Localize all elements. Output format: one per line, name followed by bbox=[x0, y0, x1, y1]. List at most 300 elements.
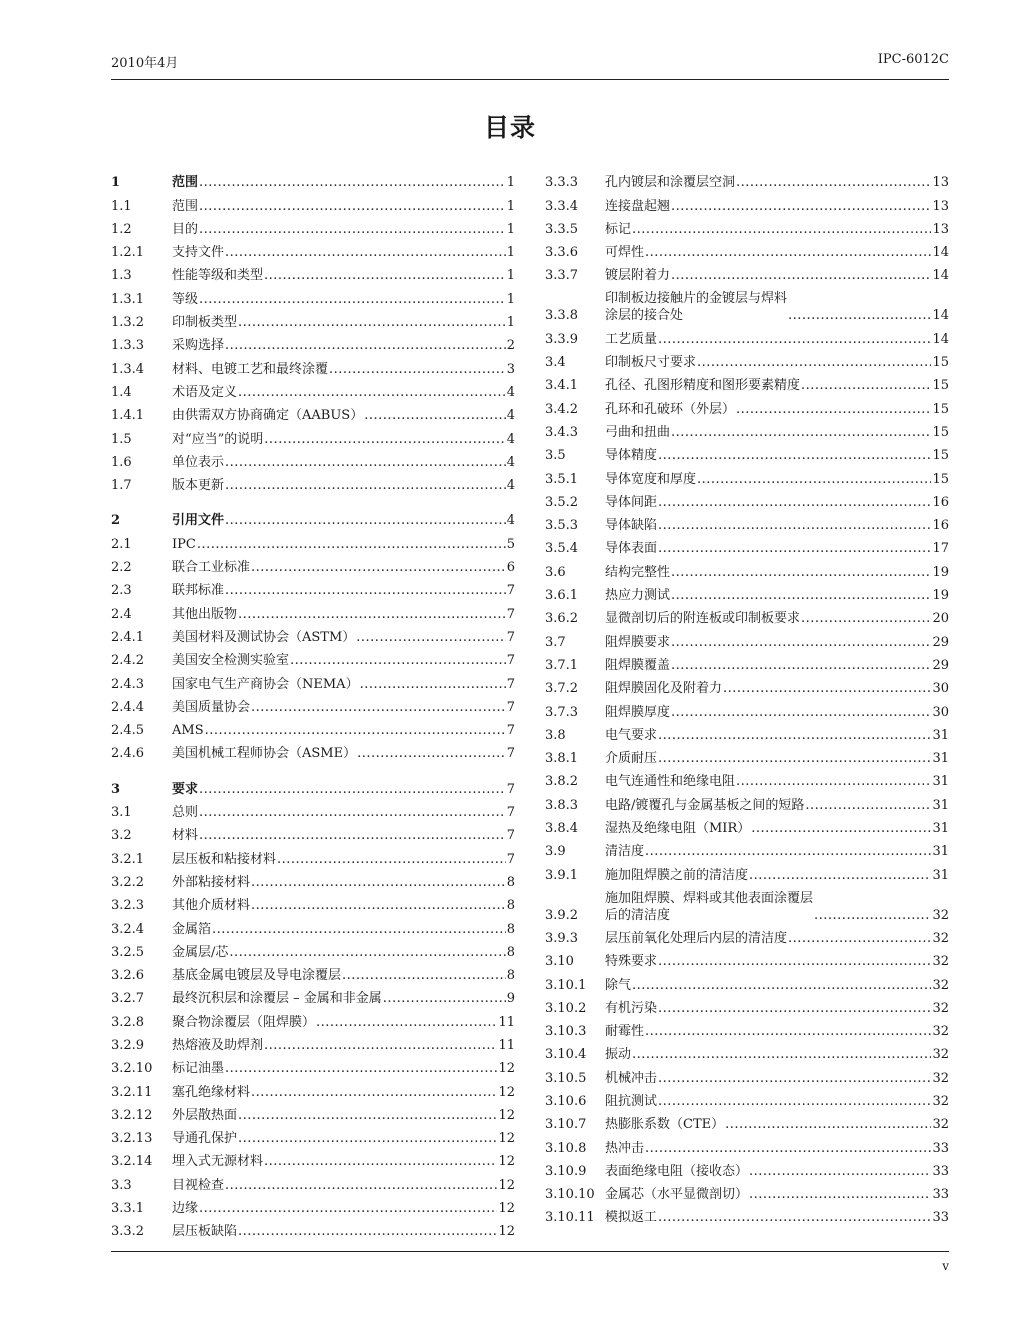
toc-entry-title: 振动 bbox=[605, 1047, 632, 1063]
toc-entry[interactable] bbox=[111, 798, 515, 821]
toc-entry-page: 33 bbox=[932, 1140, 949, 1156]
toc-entry-page: 1 bbox=[506, 221, 515, 237]
toc-entry[interactable] bbox=[111, 506, 515, 529]
dot-leader bbox=[805, 797, 931, 814]
toc-entry[interactable] bbox=[111, 168, 515, 191]
toc-entry[interactable] bbox=[545, 767, 949, 790]
toc-entry-page: 12 bbox=[498, 1107, 515, 1123]
toc-entry[interactable] bbox=[111, 1077, 515, 1100]
toc-entry-number: 3.4.1 bbox=[545, 378, 579, 394]
toc-entry-number: 3.10.11 bbox=[545, 1210, 595, 1226]
toc-entry[interactable] bbox=[545, 511, 949, 534]
dot-leader bbox=[238, 1223, 497, 1240]
toc-entry-page: 4 bbox=[506, 478, 515, 494]
toc-entry-page: 12 bbox=[498, 1224, 515, 1240]
toc-entry[interactable] bbox=[111, 961, 515, 984]
toc-entry-title: 阻焊膜要求 bbox=[605, 634, 671, 650]
toc-entry[interactable] bbox=[545, 238, 949, 261]
dot-leader bbox=[251, 699, 506, 716]
toc-entry-title: 热应力测试 bbox=[605, 588, 671, 604]
toc-entry-number: 3.10.2 bbox=[545, 1000, 587, 1016]
toc-entry[interactable] bbox=[545, 790, 949, 813]
toc-entry-number: 3.3.8 bbox=[545, 308, 579, 324]
toc-entry-title: 可焊性 bbox=[605, 245, 645, 261]
toc-entry-number: 3.2.11 bbox=[111, 1084, 153, 1100]
toc-entry[interactable] bbox=[545, 488, 949, 511]
toc-entry[interactable] bbox=[545, 860, 949, 883]
dot-leader bbox=[277, 851, 506, 868]
toc-entry[interactable] bbox=[545, 837, 949, 860]
dot-leader bbox=[671, 267, 931, 284]
toc-entry-title: 导体宽度和厚度 bbox=[605, 471, 697, 487]
toc-entry-number: 3.2.12 bbox=[111, 1107, 153, 1123]
toc-entry-page: 1 bbox=[506, 268, 515, 284]
toc-entry-number: 3.2.14 bbox=[111, 1154, 153, 1170]
dot-leader bbox=[697, 471, 931, 488]
toc-entry[interactable] bbox=[111, 576, 515, 599]
toc-entry[interactable] bbox=[111, 821, 515, 844]
toc-entry-title: 清洁度 bbox=[605, 844, 645, 860]
toc-entry-number: 2.4 bbox=[111, 606, 132, 622]
toc-entry[interactable] bbox=[545, 464, 949, 487]
toc-entry-page: 14 bbox=[932, 268, 949, 284]
toc-entry-title: 孔径、孔图形精度和图形要素精度 bbox=[605, 378, 801, 394]
toc-entry-number: 1.3.2 bbox=[111, 315, 145, 331]
dot-leader bbox=[199, 804, 506, 821]
toc-entry-number: 3.10.9 bbox=[545, 1163, 587, 1179]
toc-entry[interactable] bbox=[545, 261, 949, 284]
toc-entry-page: 7 bbox=[506, 699, 515, 715]
toc-entry-number: 3.10.10 bbox=[545, 1187, 595, 1203]
toc-entry[interactable] bbox=[111, 1217, 515, 1240]
toc-entry[interactable] bbox=[545, 627, 949, 650]
dot-leader bbox=[199, 827, 506, 844]
toc-entry[interactable] bbox=[111, 1194, 515, 1217]
dot-leader bbox=[357, 745, 506, 762]
toc-entry-page: 14 bbox=[932, 331, 949, 347]
toc-entry-number: 3.7 bbox=[545, 634, 566, 650]
toc-entry-page: 31 bbox=[932, 844, 949, 860]
toc-entry-number: 2 bbox=[111, 513, 121, 529]
dot-leader bbox=[788, 307, 931, 324]
toc-entry-page: 30 bbox=[932, 681, 949, 697]
toc-entry[interactable] bbox=[111, 284, 515, 307]
toc-entry-page: 12 bbox=[498, 1177, 515, 1193]
toc-entry-number: 1.6 bbox=[111, 454, 132, 470]
toc-entry[interactable] bbox=[545, 191, 949, 214]
dot-leader bbox=[251, 874, 506, 891]
toc-entry-page: 2 bbox=[506, 338, 515, 354]
toc-entry[interactable] bbox=[545, 947, 949, 970]
toc-entry[interactable] bbox=[111, 378, 515, 401]
toc-entry-title-continued: 后的清洁度 bbox=[605, 907, 671, 923]
toc-entry[interactable] bbox=[545, 744, 949, 767]
toc-entry[interactable] bbox=[545, 581, 949, 604]
dot-leader bbox=[238, 606, 506, 623]
toc-entry-number: 3.8.3 bbox=[545, 797, 579, 813]
toc-entry-page: 1 bbox=[506, 291, 515, 307]
toc-entry-number: 3.8.4 bbox=[545, 821, 579, 837]
dot-leader bbox=[251, 1084, 497, 1101]
dot-leader bbox=[671, 587, 931, 604]
toc-entry[interactable] bbox=[111, 716, 515, 739]
toc-entry-number: 3.2.13 bbox=[111, 1131, 153, 1147]
dot-leader bbox=[199, 1200, 497, 1217]
toc-entry-number: 1.4.1 bbox=[111, 408, 145, 424]
dot-leader bbox=[205, 722, 506, 739]
toc-entry[interactable] bbox=[545, 604, 949, 627]
toc-entry-page: 1 bbox=[506, 315, 515, 331]
toc-entry[interactable] bbox=[111, 529, 515, 552]
toc-entry-page: 12 bbox=[498, 1131, 515, 1147]
toc-entry-title: 热冲击 bbox=[605, 1140, 645, 1156]
toc-entry[interactable] bbox=[545, 168, 949, 191]
toc-entry-number: 3.3.9 bbox=[545, 331, 579, 347]
toc-entry-number: 3.5.1 bbox=[545, 471, 579, 487]
toc-entry[interactable] bbox=[111, 1124, 515, 1147]
toc-entry[interactable] bbox=[111, 261, 515, 284]
toc-entry-page: 11 bbox=[498, 1014, 515, 1030]
toc-entry[interactable] bbox=[545, 1063, 949, 1086]
toc-entry[interactable] bbox=[545, 394, 949, 417]
toc-entry-number: 3.2 bbox=[111, 828, 132, 844]
toc-entry[interactable] bbox=[111, 1031, 515, 1054]
toc-entry-title: 特殊要求 bbox=[605, 954, 658, 970]
toc-entry[interactable] bbox=[111, 646, 515, 669]
toc-entry-title-continued: 涂层的接合处 bbox=[605, 308, 684, 324]
toc-entry[interactable] bbox=[111, 448, 515, 471]
toc-entry-page: 4 bbox=[506, 431, 515, 447]
toc-entry-number: 3.3.7 bbox=[545, 268, 579, 284]
toc-entry[interactable] bbox=[111, 215, 515, 238]
toc-entry[interactable] bbox=[111, 1147, 515, 1170]
toc-entry-page: 12 bbox=[498, 1061, 515, 1077]
dot-leader bbox=[658, 727, 931, 744]
toc-entry[interactable] bbox=[545, 697, 949, 720]
toc-entry[interactable] bbox=[545, 1017, 949, 1040]
toc-entry-number: 3.3.6 bbox=[545, 245, 579, 261]
toc-entry-title: 连接盘起翘 bbox=[605, 198, 671, 214]
toc-entry-title: 国家电气生产商协会（NEMA） bbox=[172, 676, 359, 692]
toc-entry-title: 热熔液及助焊剂 bbox=[172, 1037, 264, 1053]
toc-entry-page: 9 bbox=[506, 991, 515, 1007]
dot-leader bbox=[356, 629, 505, 646]
toc-entry-page: 32 bbox=[932, 954, 949, 970]
toc-entry[interactable] bbox=[111, 984, 515, 1007]
toc-entry-page: 7 bbox=[506, 676, 515, 692]
toc-entry[interactable] bbox=[545, 348, 949, 371]
dot-leader bbox=[749, 1163, 931, 1180]
toc-entry-number: 3.10.8 bbox=[545, 1140, 587, 1156]
toc-entry[interactable] bbox=[545, 284, 949, 324]
toc-entry[interactable] bbox=[111, 308, 515, 331]
dot-leader bbox=[225, 1177, 497, 1194]
toc-entry[interactable] bbox=[111, 1170, 515, 1193]
toc-entry-number: 3.7.2 bbox=[545, 681, 579, 697]
toc-entry-page: 8 bbox=[506, 968, 515, 984]
toc-entry-title: 阻焊膜固化及附着力 bbox=[605, 681, 723, 697]
toc-entry-title: 由供需双方协商确定（AABUS） bbox=[172, 408, 364, 424]
dot-leader bbox=[736, 174, 931, 191]
toc-entry-number: 1.3 bbox=[111, 268, 132, 284]
toc-entry[interactable] bbox=[111, 739, 515, 762]
toc-entry-number: 1.4 bbox=[111, 384, 132, 400]
toc-entry-number: 3.2.9 bbox=[111, 1037, 145, 1053]
toc-entry[interactable] bbox=[111, 669, 515, 692]
header-rule bbox=[111, 79, 949, 80]
toc-entry-title: 表面绝缘电阻（接收态） bbox=[605, 1163, 749, 1179]
dot-leader bbox=[658, 494, 931, 511]
toc-entry[interactable] bbox=[111, 424, 515, 447]
toc-entry[interactable] bbox=[111, 191, 515, 214]
toc-entry-title: 除气 bbox=[605, 977, 632, 993]
toc-entry-title: 外部粘接材料 bbox=[172, 874, 251, 890]
dot-leader bbox=[658, 331, 931, 348]
toc-entry-title: 其他出版物 bbox=[172, 606, 238, 622]
dot-leader bbox=[658, 517, 931, 534]
toc-entry-page: 15 bbox=[932, 401, 949, 417]
toc-entry-number: 2.4.5 bbox=[111, 723, 145, 739]
toc-entry-page: 4 bbox=[506, 454, 515, 470]
toc-entry[interactable] bbox=[545, 371, 949, 394]
dot-leader bbox=[251, 559, 506, 576]
toc-entry-title: AMS bbox=[172, 723, 204, 739]
toc-entry-page: 33 bbox=[932, 1210, 949, 1226]
dot-leader bbox=[225, 454, 506, 471]
toc-entry[interactable] bbox=[111, 599, 515, 622]
toc-entry-title: 联合工业标准 bbox=[172, 560, 251, 576]
dot-leader bbox=[814, 907, 931, 924]
dot-leader bbox=[658, 953, 931, 970]
toc-entry[interactable] bbox=[545, 814, 949, 837]
toc-entry-page: 29 bbox=[932, 657, 949, 673]
toc-entry-title: 其他介质材料 bbox=[172, 898, 251, 914]
dot-leader bbox=[225, 337, 506, 354]
toc-entry[interactable] bbox=[545, 970, 949, 993]
toc-entry[interactable] bbox=[545, 1110, 949, 1133]
toc-entry[interactable] bbox=[545, 534, 949, 557]
toc-entry-title: 导体间距 bbox=[605, 494, 658, 510]
dot-leader bbox=[264, 267, 506, 284]
toc-entry-title: 边缘 bbox=[172, 1201, 199, 1217]
toc-entry-number: 3.10.6 bbox=[545, 1093, 587, 1109]
toc-entry[interactable] bbox=[545, 1180, 949, 1203]
toc-entry-page: 32 bbox=[932, 1117, 949, 1133]
toc-entry-number: 3.2.1 bbox=[111, 851, 145, 867]
toc-entry-number: 3.3.1 bbox=[111, 1201, 145, 1217]
toc-entry[interactable] bbox=[545, 557, 949, 580]
toc-entry-page: 12 bbox=[498, 1154, 515, 1170]
toc-entry-page: 4 bbox=[506, 384, 515, 400]
toc-entry[interactable] bbox=[545, 1157, 949, 1180]
toc-entry-number: 2.4.2 bbox=[111, 653, 145, 669]
dot-leader bbox=[632, 221, 931, 238]
toc-entry[interactable] bbox=[111, 914, 515, 937]
toc-entry[interactable] bbox=[111, 401, 515, 424]
toc-entry-title: 目的 bbox=[172, 221, 199, 237]
toc-entry-title: 等级 bbox=[172, 291, 199, 307]
toc-right-column bbox=[545, 168, 949, 1226]
toc-entry-number: 1 bbox=[111, 175, 121, 191]
dot-leader bbox=[658, 1093, 931, 1110]
toc-entry-title: 金属层/芯 bbox=[172, 944, 229, 960]
toc-entry-number: 1.3.1 bbox=[111, 291, 145, 307]
toc-entry-title: 模拟返工 bbox=[605, 1210, 658, 1226]
toc-entry-number: 3.2.6 bbox=[111, 968, 145, 984]
dot-leader bbox=[749, 867, 931, 884]
dot-leader bbox=[801, 610, 931, 627]
dot-leader bbox=[725, 1116, 931, 1133]
toc-entry[interactable] bbox=[111, 354, 515, 377]
dot-leader bbox=[197, 536, 506, 553]
toc-entry-title: 聚合物涂覆层（阻焊膜） bbox=[172, 1014, 316, 1030]
toc-entry[interactable] bbox=[111, 1101, 515, 1124]
toc-entry-number: 3.2.5 bbox=[111, 944, 145, 960]
toc-entry-number: 2.4.4 bbox=[111, 699, 145, 715]
dot-leader bbox=[264, 1037, 497, 1054]
toc-entry[interactable] bbox=[111, 553, 515, 576]
toc-entry-title: 外层散热面 bbox=[172, 1107, 238, 1123]
dot-leader bbox=[671, 704, 931, 721]
toc-entry[interactable] bbox=[111, 774, 515, 797]
toc-entry-title: 层压板缺陷 bbox=[172, 1224, 238, 1240]
dot-leader bbox=[225, 582, 506, 599]
toc-entry-title: 联邦标准 bbox=[172, 583, 225, 599]
toc-entry-number: 3.9 bbox=[545, 844, 566, 860]
dot-leader bbox=[225, 477, 506, 494]
toc-entry-title: 金属箔 bbox=[172, 921, 212, 937]
toc-entry[interactable] bbox=[111, 238, 515, 261]
toc-entry-title: IPC bbox=[172, 536, 196, 552]
toc-entry-number: 3.6 bbox=[545, 564, 566, 580]
dot-leader bbox=[212, 921, 506, 938]
toc-entry-number: 3.4.3 bbox=[545, 424, 579, 440]
toc-entry-page: 33 bbox=[932, 1163, 949, 1179]
toc-entry-title: 印制板类型 bbox=[172, 315, 238, 331]
toc-entry-number: 3.9.3 bbox=[545, 930, 579, 946]
toc-entry-title: 印制板边接触片的金镀层与焊料 bbox=[605, 291, 788, 307]
toc-entry-number: 3.2.4 bbox=[111, 921, 145, 937]
dot-leader bbox=[788, 930, 931, 947]
toc-entry-number: 3.9.2 bbox=[545, 907, 579, 923]
toc-entry-number: 1.2 bbox=[111, 221, 132, 237]
toc-entry-title: 塞孔绝缘材料 bbox=[172, 1084, 251, 1100]
toc-entry-title: 弓曲和扭曲 bbox=[605, 424, 671, 440]
dot-leader bbox=[645, 244, 931, 261]
toc-entry-title: 电路/镀覆孔与金属基板之间的短路 bbox=[605, 797, 805, 813]
dot-leader bbox=[658, 750, 931, 767]
dot-leader bbox=[238, 314, 506, 331]
toc-entry-title: 版本更新 bbox=[172, 478, 225, 494]
toc-entry-number: 2.4.6 bbox=[111, 746, 145, 762]
toc-entry-page: 17 bbox=[932, 541, 949, 557]
toc-entry[interactable] bbox=[545, 324, 949, 347]
toc-entry[interactable] bbox=[111, 623, 515, 646]
toc-entry[interactable] bbox=[111, 331, 515, 354]
toc-entry[interactable] bbox=[111, 471, 515, 494]
toc-entry-title: 单位表示 bbox=[172, 454, 225, 470]
toc-entry-title: 美国机械工程师协会（ASME） bbox=[172, 746, 357, 762]
toc-entry-title: 阻焊膜厚度 bbox=[605, 704, 671, 720]
toc-entry-title: 标记油墨 bbox=[172, 1061, 225, 1077]
toc-entry[interactable] bbox=[545, 441, 949, 464]
toc-entry[interactable] bbox=[545, 1040, 949, 1063]
dot-leader bbox=[342, 967, 506, 984]
toc-entry[interactable] bbox=[111, 868, 515, 891]
toc-entry[interactable] bbox=[545, 418, 949, 441]
toc-entry-number: 3.10.1 bbox=[545, 977, 587, 993]
toc-entry[interactable] bbox=[545, 674, 949, 697]
toc-entry[interactable] bbox=[111, 844, 515, 867]
toc-entry-page: 7 bbox=[506, 805, 515, 821]
toc-entry-title: 支持文件 bbox=[172, 245, 225, 261]
toc-entry-page: 7 bbox=[506, 781, 515, 797]
toc-entry-number: 3.3.4 bbox=[545, 198, 579, 214]
toc-entry[interactable] bbox=[111, 1054, 515, 1077]
toc-entry[interactable] bbox=[545, 721, 949, 744]
toc-entry[interactable] bbox=[545, 884, 949, 924]
toc-entry[interactable] bbox=[545, 1087, 949, 1110]
toc-entry-number: 2.1 bbox=[111, 536, 132, 552]
toc-entry-title: 孔环和孔破环（外层） bbox=[605, 401, 736, 417]
toc-entry-title: 采购选择 bbox=[172, 338, 225, 354]
toc-entry-number: 3.10.3 bbox=[545, 1024, 587, 1040]
toc-entry-title: 术语及定义 bbox=[172, 384, 238, 400]
toc-entry-title: 施加阻焊膜、焊料或其他表面涂覆层 bbox=[605, 890, 814, 906]
toc-entry[interactable] bbox=[111, 891, 515, 914]
toc-entry-page: 8 bbox=[506, 874, 515, 890]
dot-leader bbox=[671, 424, 931, 441]
dot-leader bbox=[329, 361, 506, 378]
dot-leader bbox=[229, 944, 505, 961]
toc-entry-title: 电气要求 bbox=[605, 727, 658, 743]
toc-entry-number: 3.1 bbox=[111, 805, 132, 821]
toc-entry-title: 性能等级和类型 bbox=[172, 268, 264, 284]
toc-entry[interactable] bbox=[545, 651, 949, 674]
toc-entry[interactable] bbox=[111, 693, 515, 716]
toc-entry-page: 7 bbox=[506, 723, 515, 739]
toc-entry-title: 总则 bbox=[172, 805, 199, 821]
toc-entry[interactable] bbox=[545, 994, 949, 1017]
toc-entry-page: 8 bbox=[506, 944, 515, 960]
dot-leader bbox=[199, 198, 506, 215]
toc-entry[interactable] bbox=[111, 1007, 515, 1030]
toc-entry[interactable] bbox=[545, 1203, 949, 1226]
toc-entry-page: 31 bbox=[932, 797, 949, 813]
toc-entry-title: 引用文件 bbox=[172, 513, 225, 529]
dot-leader bbox=[645, 843, 931, 860]
toc-entry-number: 3.2.2 bbox=[111, 874, 145, 890]
toc-entry[interactable] bbox=[111, 938, 515, 961]
toc-entry-number: 3.10.4 bbox=[545, 1047, 587, 1063]
toc-entry[interactable] bbox=[545, 215, 949, 238]
toc-entry-page: 5 bbox=[506, 536, 515, 552]
toc-entry-title: 层压前氧化处理后内层的清洁度 bbox=[605, 930, 788, 946]
toc-entry-page: 32 bbox=[932, 977, 949, 993]
toc-entry-title: 导体表面 bbox=[605, 541, 658, 557]
toc-entry[interactable] bbox=[545, 1133, 949, 1156]
dot-leader bbox=[697, 354, 931, 371]
toc-entry-number: 3.7.1 bbox=[545, 657, 579, 673]
toc-entry-number: 3 bbox=[111, 781, 121, 797]
toc-entry-title: 阻抗测试 bbox=[605, 1093, 658, 1109]
toc-entry-page: 7 bbox=[506, 606, 515, 622]
toc-entry-number: 3.2.7 bbox=[111, 991, 145, 1007]
toc-entry[interactable] bbox=[545, 924, 949, 947]
toc-entry-title: 材料、电镀工艺和最终涂覆 bbox=[172, 361, 329, 377]
toc-entry-page: 20 bbox=[932, 611, 949, 627]
dot-leader bbox=[199, 174, 506, 191]
